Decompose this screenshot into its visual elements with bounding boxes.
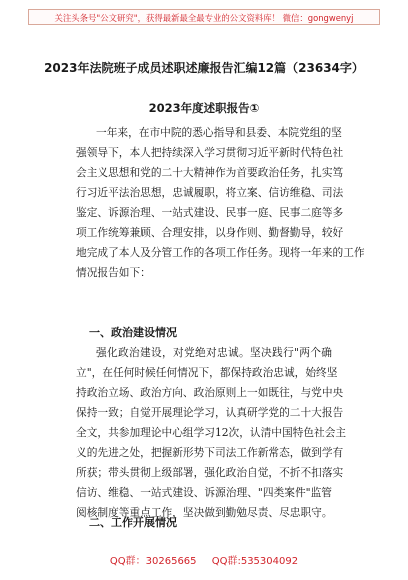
footer-contacts (0, 555, 408, 569)
document-title: 2023年法院班子成员述职述廉报告汇编12篇（23634字） (44, 61, 364, 75)
text-line: 地完成了本人及分管工作的各项工作任务。现将一年来的工作 (76, 246, 365, 259)
qq-group-2: QQ群:535304092 (211, 556, 299, 567)
text-line: 强化政治建设，对党绝对忠诚。坚决践行"两个确 (96, 346, 332, 359)
text-line: 强领导下，本人把持续深入学习贯彻习近平新时代特色社 (76, 146, 344, 159)
text-line: 阅核制度等重点工作，坚决做到勤勉尽责、尽忠职守。 (76, 506, 333, 519)
section-heading-political: 一、政治建设情况 (89, 326, 177, 339)
text-line: 一年来，在市中院的悉心指导和县委、本院党组的坚 (96, 126, 342, 139)
text-line: 信访、维稳、一站式建设、诉源治理、"四类案件"监管 (76, 486, 332, 499)
text-line: 全文，共参加理论中心组学习12次，认清中国特色社会主 (76, 426, 347, 439)
text-line: 持政治立场、政治方向、政治原则上一如既往，与党中央 (76, 386, 344, 399)
text-line: 义的先进之处，把握新形势下司法工作新常态，做到学有 (76, 446, 344, 459)
text-line: 鉴定、诉源治理、一站式建设、民事一庭、民事二庭等多 (76, 206, 344, 219)
text-line: 项工作统筹兼顾、合理安排，以身作则、勤督勤导，较好 (76, 226, 344, 239)
text-line: 情况报告如下： (76, 266, 151, 279)
section-heading-work: 二、工作开展情况 (89, 516, 177, 529)
text-line: 会主义思想和党的二十大精神作为首要政治任务，扎实笃 (76, 166, 344, 179)
text-line: 所获；带头贯彻上级部署，强化政治自觉，不折不扣落实 (76, 466, 344, 479)
text-line: 保持一致；自觉开展理论学习，认真研学党的二十大报告 (76, 406, 344, 419)
intro-paragraph (76, 123, 365, 283)
qq-group-1: QQ群：30265665 (109, 556, 197, 567)
text-line: 行习近平法治思想，忠诚履职，将立案、信访维稳、司法 (76, 186, 344, 199)
report-title: 2023年度述职报告① (148, 101, 260, 115)
text-line: 立"，在任何时候任何情况下，都保持政治忠诚，始终坚 (76, 366, 338, 379)
promo-banner: 关注头条号"公文研究"，获得最新最全最专业的公文资料库！ 微信：gongwenyj (28, 9, 380, 25)
political-paragraph (76, 343, 347, 523)
